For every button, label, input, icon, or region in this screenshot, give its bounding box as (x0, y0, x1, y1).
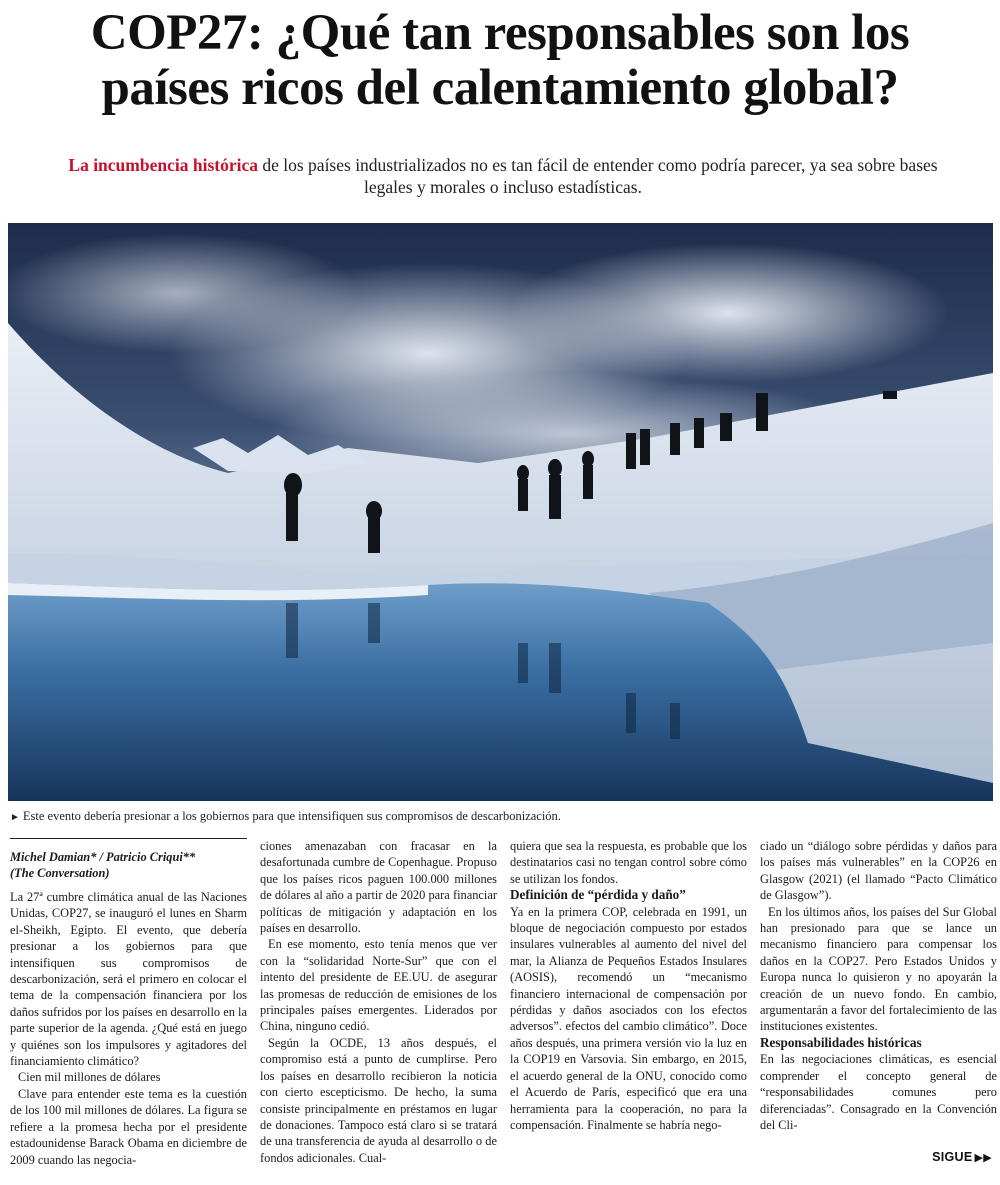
glacier-photo-illustration (8, 223, 993, 801)
paragraph: Ya en la primera COP, celebrada en 1991, un bloque de negociación compuesto por estados insulares vulnerables al aumento del nivel del mar, la Alianza de Pequeños Estados Insulares (AOSIS), recomendó un “mecanismo financiero internacional de compensación por pérdidas y daños asociados con los efectos adversos”. efectos del cambio climático”. Doce años después, una primera versión vio la luz en la COP19 en Varsovia. Sin embargo, en 2015, el acuerdo general de la ONU, conocido como el Acuerdo de París, especificó que era una herramienta para la cooperación, no para la compensación. Finalmente se habría nego- (510, 904, 747, 1132)
paragraph: En los últimos años, los países del Sur Global han presionado para que se lance un mecanismo financiero para compensar los daños en la COP27. Pero Estados Unidos y Europa nunca lo quisieron y no apoyarán la creación de un nuevo fondo. En cambio, argumentarán a favor del fortalecimiento de las instituciones existentes. (760, 904, 997, 1034)
paragraph: ciado un “diálogo sobre pérdidas y daños para los países más vulnerables” en la COP26 en Glasgow (2021) (el llamado “Pacto Climático de Glasgow”). (760, 839, 997, 903)
caption-text: Este evento debería presionar a los gobiernos para que intensifiquen sus compromisos de descarbonización. (22, 809, 561, 823)
headline (0, 6, 1000, 116)
byline-source: (The Conversation) (10, 866, 110, 880)
section-subhead: Definición de “pérdida y daño” (510, 887, 686, 903)
inline-subhead: Cien mil millones de dólares (18, 1070, 161, 1085)
photo-caption (10, 808, 990, 826)
paragraph: En ese momento, esto tenía menos que ver con la “solidaridad Norte-Sur” que con el intento del presidente de EE.UU. de asegurar las promesas de reducción de emisiones de los principales países emergentes. Liderados por China, ninguno cedió. (260, 937, 497, 1034)
byline (10, 838, 247, 881)
paragraph: ciones amenazaban con fracasar en la desafortunada cumbre de Copenhague. Propuso que los países ricos paguen 100.000 millones de dólares al año a partir de 2020 para financiar políticas de mitigación y adaptación en los países en desarrollo. (260, 839, 497, 936)
article-deck (68, 154, 938, 198)
deck-text: de los países industrializados no es tan fácil de entender como podría parecer, ya sea sobre bases legales y morales o incluso estadísticas. (257, 155, 938, 197)
continue-label: SIGUE (932, 1150, 973, 1164)
paragraph: quiera que sea la respuesta, es probable que los destinatarios casi no tengan control sobre cómo se utilizan los fondos. (510, 839, 747, 886)
continue-marker[interactable] (932, 1150, 992, 1164)
lead-photo (8, 223, 993, 801)
article-column-1 (10, 838, 247, 1168)
headline-line-2: países ricos del calentamiento global? (101, 60, 899, 116)
paragraph: Según la OCDE, 13 años después, el compromiso está a punto de cumplirse. Pero los países en desarrollo recibieron la noticia con cierto escepticismo. De hecho, la suma consiste principalmente en préstamos en lugar de donaciones. Tampoco está claro si se tratará de una transferencia de ayuda al desarrollo o de fondos adicionales. Cual- (260, 1035, 497, 1165)
headline-line-1: COP27: ¿Qué tan responsables son los (90, 5, 910, 61)
article-column-2 (260, 838, 497, 1166)
caption-marker-icon: ► (10, 812, 20, 823)
paragraph: En las negociaciones climáticas, es esencial comprender el concepto general de “responsabilidades comunes pero diferenciadas”. Consagrado en la Convención del Cli- (760, 1052, 997, 1132)
byline-authors: Michel Damian* / Patricio Criqui** (10, 850, 196, 864)
double-arrow-icon: ▶▶ (974, 1152, 992, 1164)
section-subhead: Responsabilidades históricas (760, 1034, 922, 1050)
deck-lead: La incumbencia histórica (68, 155, 258, 175)
paragraph: La 27ª cumbre climática anual de las Naciones Unidas, COP27, se inauguró el lunes en Sharm el-Sheikh, Egipto. El evento, que debería presionar a los gobiernos para que intensifiquen sus compromisos de descarbonización, será el primero en colocar el tema de la compensación financiera por los daños sufridos por los países en desarrollo en la parte superior de la agenda. ¿Qué está en juego y quiénes son los impulsores y agitadores del financiamiento climático? (10, 890, 247, 1069)
paragraph: Clave para entender este tema es la cuestión de los 100 mil millones de dólares. La figura se refiere a la promesa hecha por el presidente estadounidense Barack Obama en diciembre de 2009 cuando las negocia- (10, 1086, 247, 1167)
article-column-4 (760, 838, 997, 1133)
article-column-3 (510, 838, 747, 1133)
